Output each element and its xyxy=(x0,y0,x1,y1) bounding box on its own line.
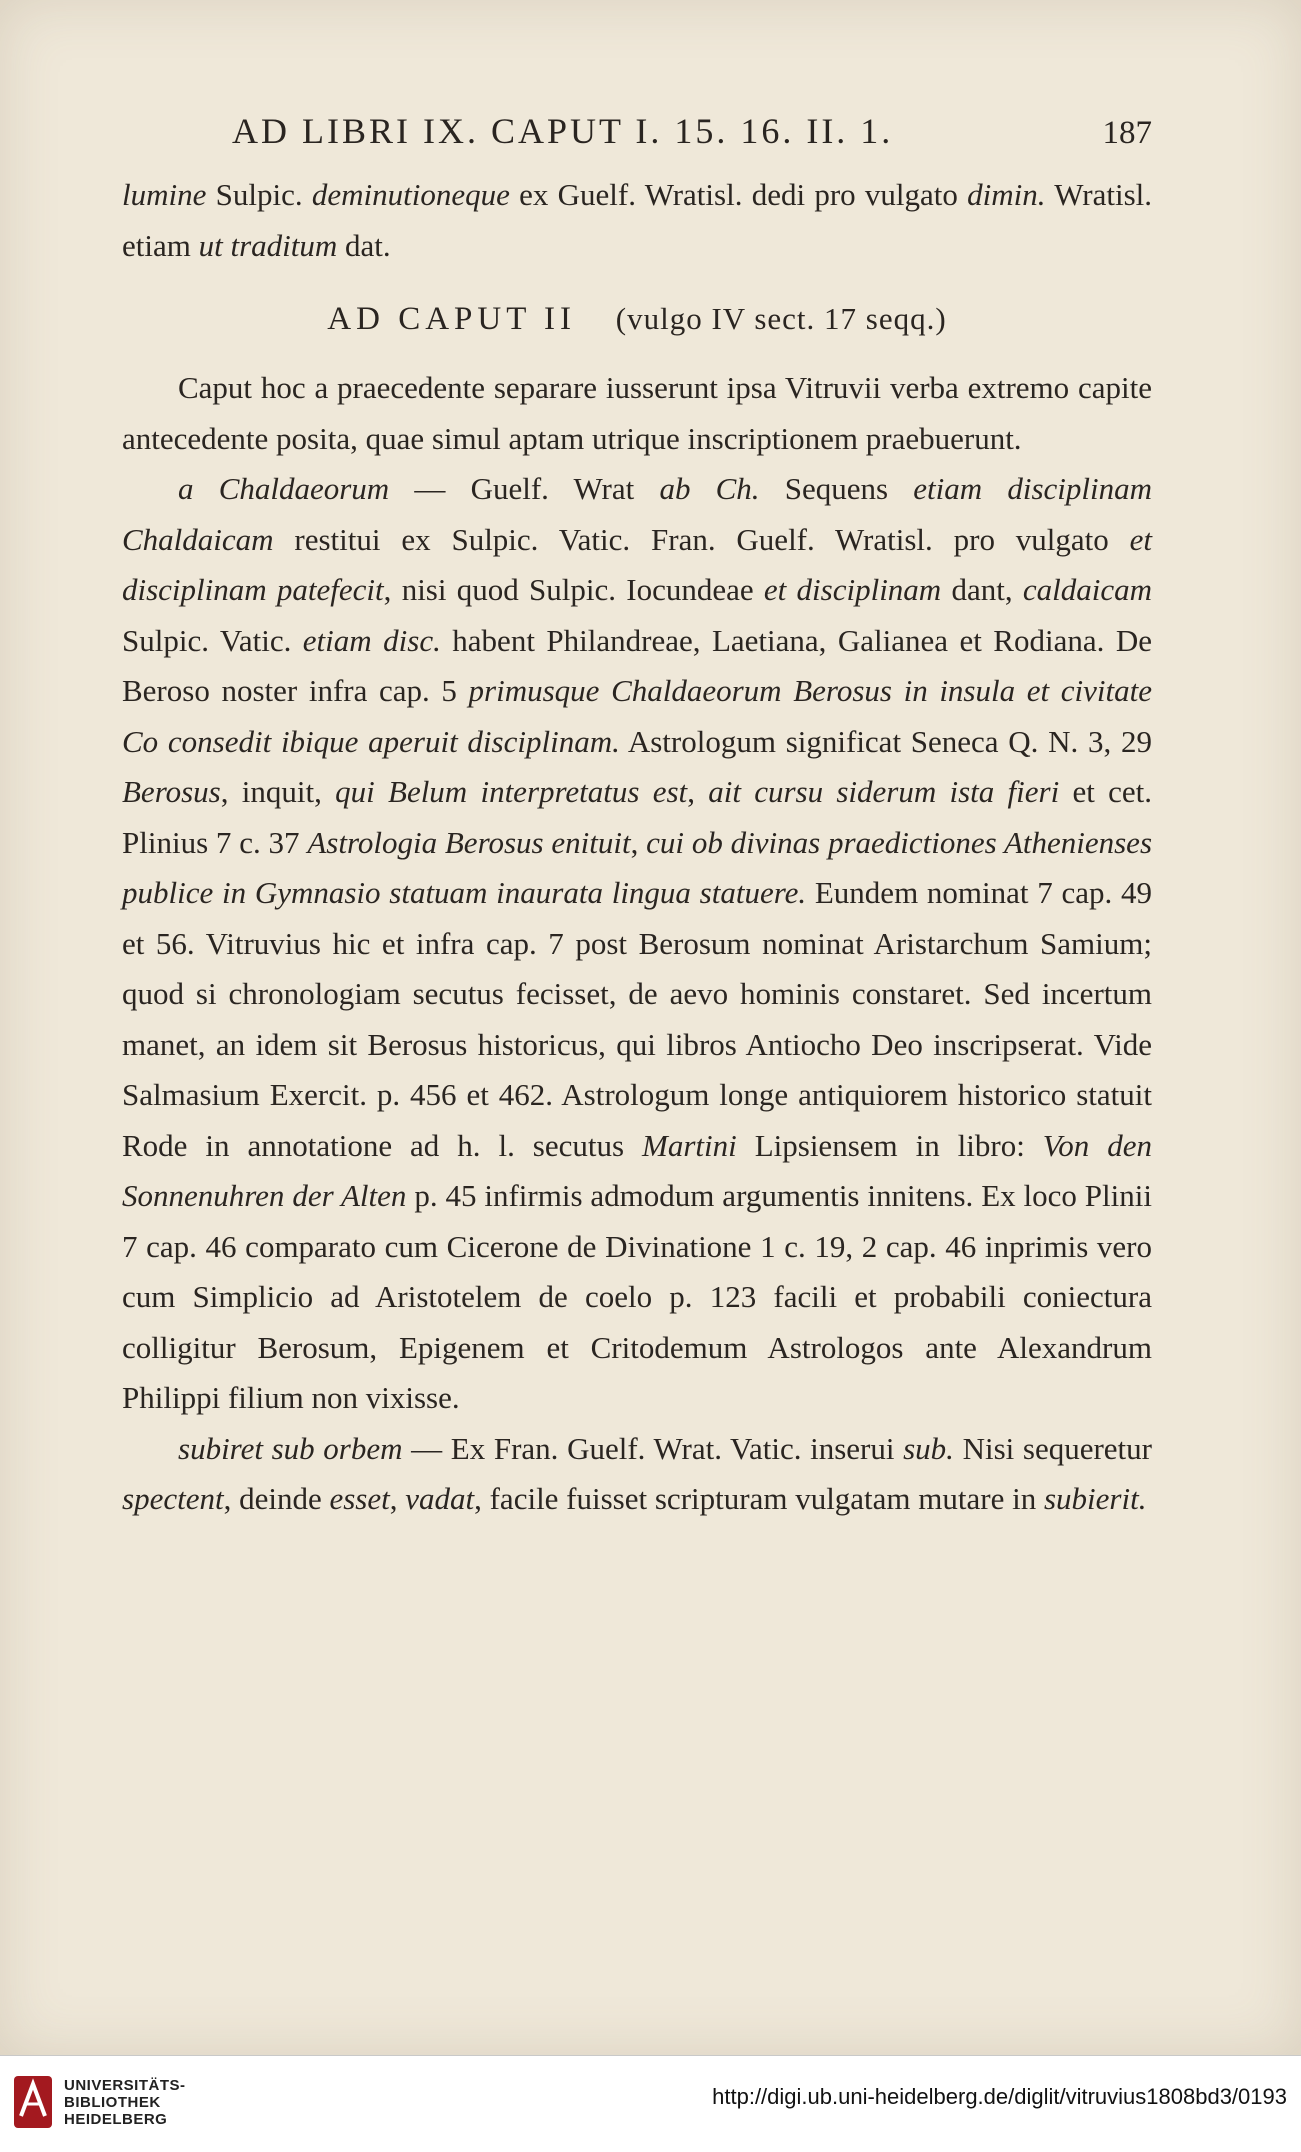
paragraph-2 xyxy=(122,363,1152,464)
text-run: Sulpic. Vatic. xyxy=(122,622,303,658)
text-run: Lipsiensem in libro: xyxy=(736,1127,1043,1163)
section-heading-subtitle: (vulgo IV sect. 17 seqq.) xyxy=(615,301,947,336)
italic-run: caldaicam xyxy=(1022,572,1153,607)
running-head-title: AD LIBRI IX. CAPUT I. 15. 16. II. 1. xyxy=(232,111,894,151)
italic-run: subierit. xyxy=(1043,1481,1147,1516)
italic-run: cui ob divinas praedictiones Athenienses publice in Gymnasio statuam inaurata lingua statuere. xyxy=(122,824,1153,910)
italic-run: Astrologia Berosus enituit xyxy=(307,824,631,860)
text-run: Caput hoc a praecedente separare iusserunt ipsa Vitruvii verba extremo capite antecedente posita, quae simul aptam utrique inscriptionem praebuerunt. xyxy=(122,370,1152,456)
text-run: Wratisl. etiam xyxy=(122,177,1152,263)
text-run: , facile fuisset scripturam vulgatam mutare in xyxy=(474,1481,1044,1516)
library-logo-icon xyxy=(14,2076,52,2128)
text-run: Eundem nominat 7 cap. 49 et 56. Vitruvius hic et infra cap. 7 post Berosum nominat Aristarchum Samium; quod si chronologiam secutus fecisset, de aevo hominis constaret. Sed incertum manet, an idem sit Berosus historicus, qui libros Antiocho Deo inscripserat. Vide Salmasium Exercit. p. 456 et 462. Astrologum longe antiquiorem historico statuit Rode in annotatione ad h. l. secutus xyxy=(122,875,1152,1163)
text-run: — Ex Fran. Guelf. Wrat. Vatic. inserui xyxy=(402,1430,904,1466)
italic-run: vadat xyxy=(405,1481,475,1516)
page-number: 187 xyxy=(1102,115,1152,151)
text-run: Sequens xyxy=(759,471,914,506)
text-run: et cet. Plinius 7 c. 37 xyxy=(122,774,1153,860)
italic-run: et disciplinam patefecit xyxy=(122,521,1152,607)
italic-run: Berosus xyxy=(122,774,221,809)
paragraph-1 xyxy=(122,170,1152,271)
text-run: dat. xyxy=(337,227,391,263)
text-run: ex Guelf. Wratisl. dedi pro vulgato xyxy=(509,177,968,212)
permalink-url[interactable]: http://digi.ub.uni-heidelberg.de/diglit/vitruvius1808bd3/0193 xyxy=(712,2084,1287,2109)
italic-run: Von den Sonnenuhren der Alten xyxy=(122,1127,1152,1213)
text-run: p. 45 infirmis admodum argumentis innitens. Ex loco Plinii 7 cap. 46 comparato cum Cicerone de Divinatione 1 c. 19, 2 cap. 46 inprimis vero cum Simplicio ad Aristotelem de coelo p. 123 facili et probabili coniectura colligitur Berosum, Epigenem et Critodemum Astrologos ante Alexandrum Philippi filium non vixisse. xyxy=(122,1178,1152,1415)
text-run: dant, xyxy=(941,572,1023,607)
italic-run: spectent xyxy=(122,1481,224,1516)
logo-line: BIBLIOTHEK xyxy=(64,2093,161,2111)
italic-run: subiret sub orbem xyxy=(178,1430,403,1466)
text-run: , xyxy=(389,1481,406,1516)
italic-run: deminutioneque xyxy=(311,177,510,212)
italic-run: esset xyxy=(329,1481,390,1516)
section-heading-title: AD CAPUT II xyxy=(327,301,577,337)
running-head xyxy=(122,110,1152,156)
italic-run: ab Ch. xyxy=(659,471,760,506)
library-logo-text xyxy=(64,2077,186,2128)
text-run: habent Philandreae, Laetiana, Galianea et Rodiana. De Beroso noster infra cap. 5 xyxy=(122,622,1152,708)
italic-run: dimin. xyxy=(967,177,1046,212)
text-run: , nisi quod Sulpic. Iocundeae xyxy=(383,572,764,607)
page-content xyxy=(122,110,1152,1525)
logo-line: UNIVERSITÄTS- xyxy=(64,2076,186,2094)
section-heading xyxy=(122,289,1152,349)
italic-run: etiam disc. xyxy=(302,622,441,658)
italic-run: Martini xyxy=(642,1127,737,1163)
italic-run: ut traditum xyxy=(198,227,338,263)
text-run: restitui ex Sulpic. Vatic. Fran. Guelf. Wratisl. pro vulgato xyxy=(273,521,1130,557)
logo-line: HEIDELBERG xyxy=(64,2110,168,2128)
paragraph-3 xyxy=(122,464,1152,1424)
text-run: — Guelf. Wrat xyxy=(389,471,660,506)
italic-run: qui Belum interpretatus est xyxy=(335,774,688,809)
italic-run: ait cursu siderum ista fieri xyxy=(708,774,1060,809)
text-run: , deinde xyxy=(223,1481,330,1516)
italic-run: lumine xyxy=(122,177,207,212)
italic-run: et disciplinam xyxy=(763,572,942,607)
library-logo[interactable] xyxy=(14,2076,186,2128)
text-run: , xyxy=(630,824,647,860)
italic-run: primusque Chaldaeorum Berosus in insula et civitate Co consedit ibique aperuit disciplinam. xyxy=(122,673,1152,759)
text-run: , inquit, xyxy=(220,774,336,809)
text-run: , xyxy=(687,774,709,809)
text-run: Sulpic. xyxy=(206,177,312,212)
italic-run: etiam disciplinam Chaldaicam xyxy=(122,471,1152,557)
italic-run: sub. xyxy=(903,1430,954,1466)
paragraph-4 xyxy=(122,1424,1152,1525)
text-run: Astrologum significat Seneca Q. N. 3, 29 xyxy=(619,723,1152,759)
italic-run: a Chaldaeorum xyxy=(178,471,390,506)
text-run: Nisi sequeretur xyxy=(953,1430,1152,1466)
viewer-footer xyxy=(0,2055,1301,2152)
